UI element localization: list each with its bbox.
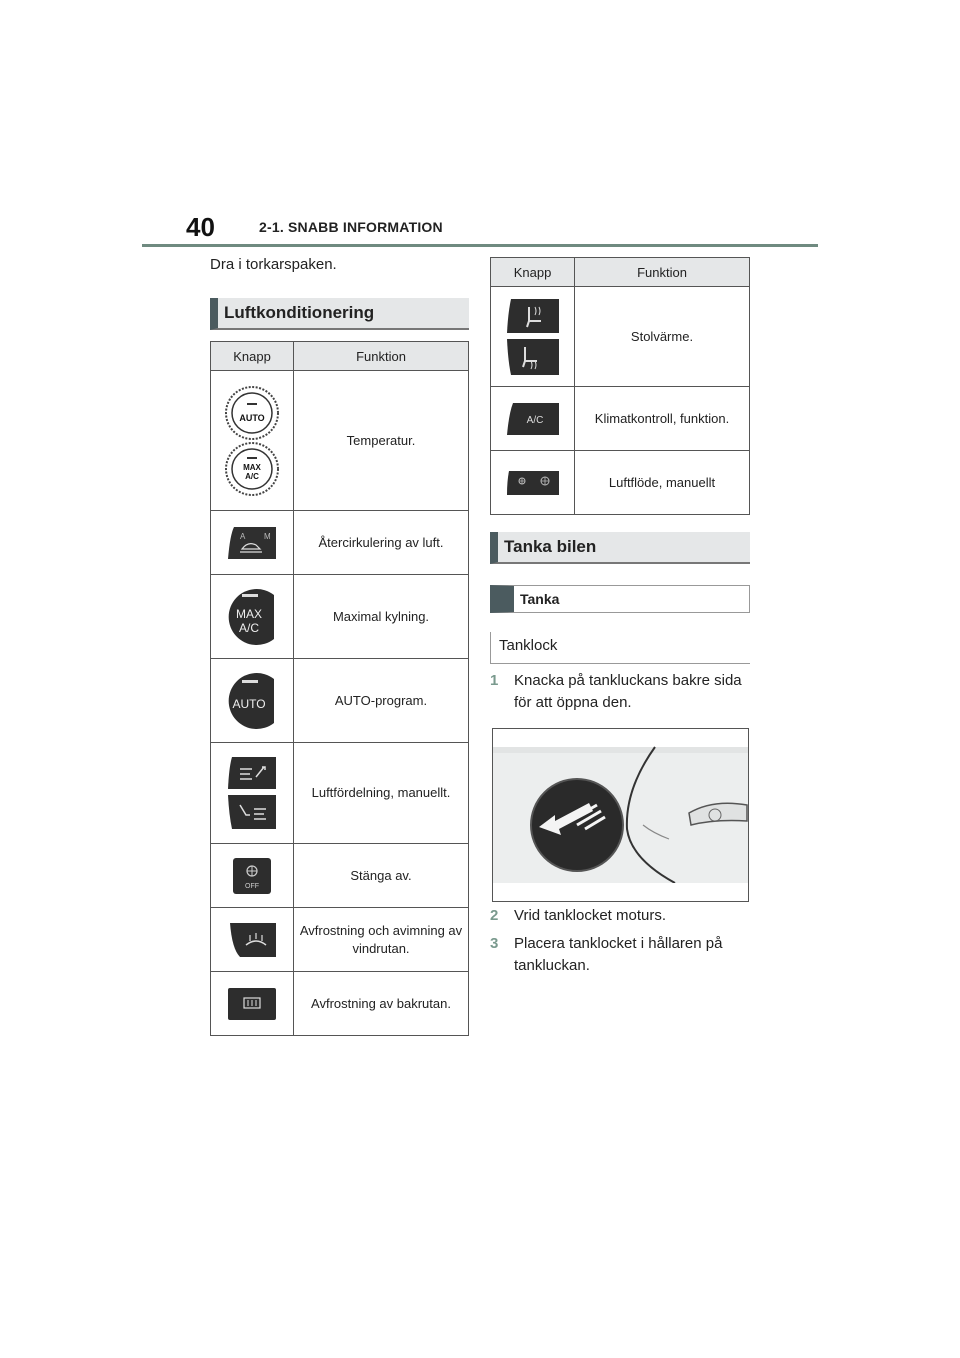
max-label-small: MAX [243,462,261,472]
function-air-distribution: Luftfördelning, manuellt. [294,743,469,844]
a-label: A [240,531,246,541]
ac-label-small: A/C [245,471,259,481]
auto-label: AUTO [232,696,266,711]
table-row [491,451,750,515]
refuel-section-heading [490,532,750,564]
function-max-cooling: Maximal kylning. [294,575,469,659]
table-row [211,511,469,575]
max-label: MAX [235,606,263,621]
ac-label: A/C [238,620,260,635]
table-row [491,387,750,451]
ac-controls-table [210,341,469,1036]
m-label: M [264,531,271,541]
page-number: 40 [186,212,215,242]
airflow-buttons-icon [491,451,575,515]
col-header-funktion: Funktion [575,258,750,287]
function-windshield-defrost: Avfrostning och avimning av vindrutan. [294,908,469,972]
recirculation-button-icon [211,511,294,575]
step-text: Knacka på tankluckans bakre sida för att öppna den. [514,672,742,711]
off-label: OFF [245,882,259,890]
table-row [211,972,469,1036]
auto-label-small: AUTO [239,412,265,423]
fuel-door-illustration [492,728,749,902]
table-row [211,575,469,659]
table-row [211,743,469,844]
function-climate-control: Klimatkontroll, funktion. [575,387,750,451]
tanklock-label: Tanklock [490,632,750,664]
step-text: Vrid tanklocket moturs. [514,907,666,924]
air-distribution-buttons-icon [211,743,294,844]
col-header-knapp: Knapp [211,342,294,371]
climate-controls-table [490,257,750,515]
seat-heating-buttons-icon [491,287,575,387]
function-auto-program: AUTO-program. [294,659,469,743]
rear-defrost-button-icon [211,972,294,1036]
function-airflow-manual: Luftflöde, manuellt [575,451,750,515]
ac-section-heading [210,298,469,330]
auto-max-ac-dial-icons [211,371,294,511]
function-turn-off: Stänga av. [294,844,469,908]
step-text: Placera tanklocket i hållaren på tankluckan. [514,935,723,974]
refuel-section-title: Tanka bilen [504,537,597,556]
section-title: 2-1. SNABB INFORMATION [259,219,443,235]
function-rear-defrost: Avfrostning av bakrutan. [294,972,469,1036]
windshield-defrost-button-icon [211,908,294,972]
table-row [211,659,469,743]
fan-off-button-icon [211,844,294,908]
table-row [211,371,469,511]
intro-text: Dra i torkarspaken. [210,256,337,273]
col-header-funktion: Funktion [294,342,469,371]
table-row [211,844,469,908]
function-temperature: Temperatur. [294,371,469,511]
max-ac-button-icon [211,575,294,659]
refuel-subsection-title: Tanka [520,591,560,607]
auto-button-icon [211,659,294,743]
step-item [490,670,754,716]
table-row [211,908,469,972]
col-header-knapp: Knapp [491,258,575,287]
step-number: 1 [490,672,499,689]
table-row [491,287,750,387]
ac-label-right: A/C [526,414,543,426]
refuel-subsection-heading [490,585,750,613]
function-seat-heating: Stolvärme. [575,287,750,387]
step-item [490,933,754,979]
ac-button-icon [491,387,575,451]
ac-section-title: Luftkonditionering [224,303,375,322]
header-rule [142,244,818,247]
step-number: 2 [490,907,499,924]
step-item [490,905,754,927]
function-recirculation: Återcirkulering av luft. [294,511,469,575]
step-number: 3 [490,935,499,952]
